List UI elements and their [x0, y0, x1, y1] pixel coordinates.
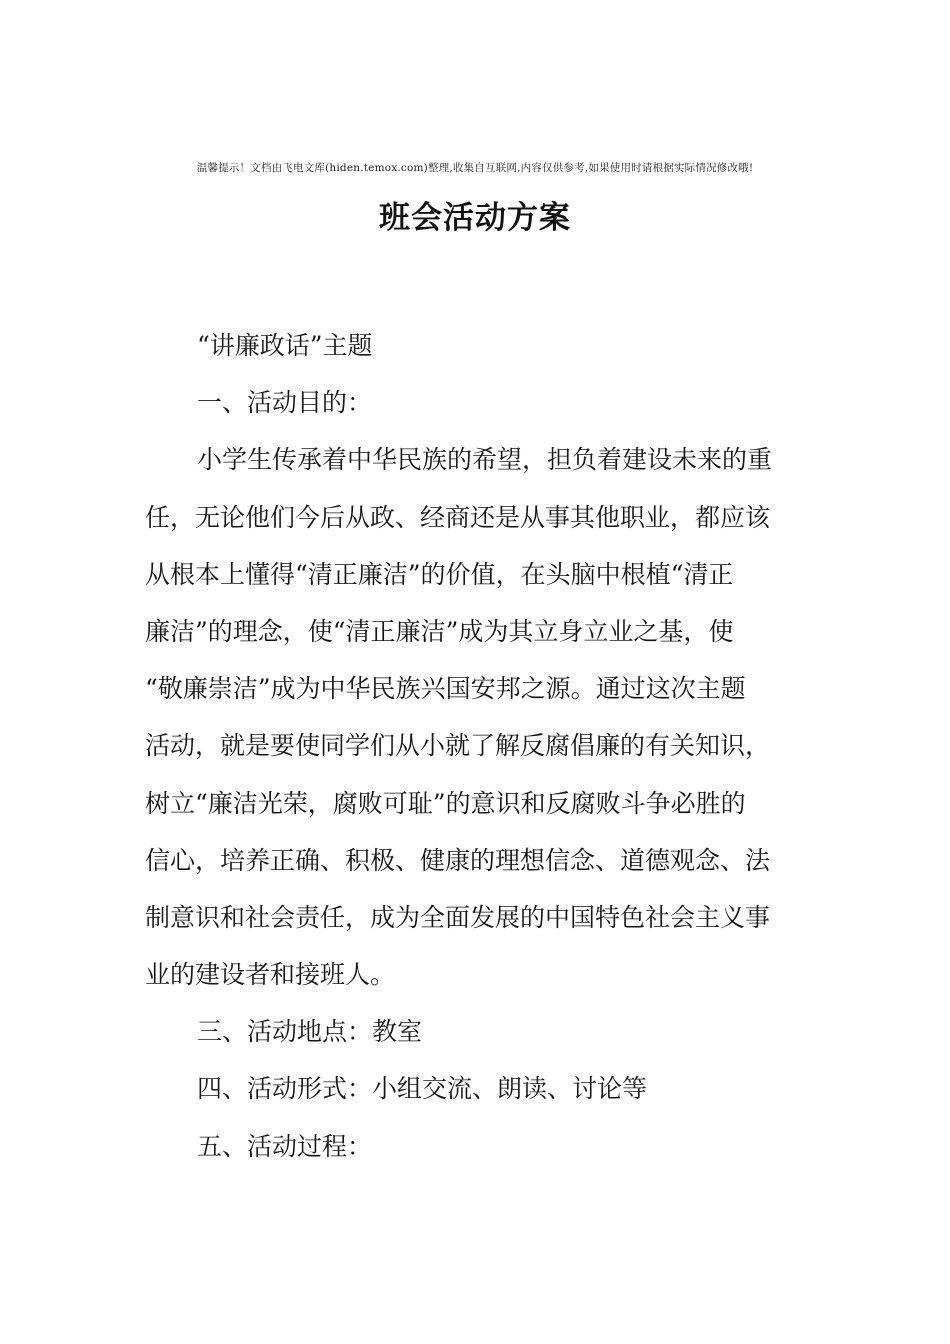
document-title: 班会活动方案	[379, 200, 571, 236]
paragraph-line: 从根本上懂得“清正廉洁”的价值，在头脑中根植“清正	[145, 559, 734, 589]
paragraph-line: 制意识和社会责任，成为全面发展的中国特色社会主义事	[145, 902, 771, 932]
paragraph-line: 任，无论他们今后从政、经商还是从事其他职业，都应该	[145, 502, 771, 532]
paragraph-line: “敬廉崇洁”成为中华民族兴国安邦之源。通过这次主题	[145, 674, 746, 704]
paragraph-line: 小学生传承着中华民族的希望，担负着建设未来的重	[197, 445, 773, 475]
section-format: 四、活动形式：小组交流、朗读、讨论等	[197, 1074, 648, 1104]
theme-line: “讲廉政话”主题	[197, 331, 373, 360]
section-heading-purpose: 一、活动目的：	[197, 388, 373, 418]
paragraph-line: 廉洁”的理念，使“清正廉洁”成为其立身立业之基，使	[145, 616, 734, 646]
section-location: 三、活动地点：教室	[197, 1017, 423, 1047]
paragraph-line: 信心，培养正确、积极、健康的理想信念、道德观念、法	[145, 845, 771, 875]
download-notice: 温馨提示！文档由飞电文库(hiden.temox.com)整理,收集自互联网,内容仅供参考,如果使用时请根据实际情况修改哦!	[196, 162, 754, 174]
paragraph-line: 活动，就是要使同学们从小就了解反腐倡廉的有关知识，	[145, 731, 771, 761]
paragraph-line: 树立“廉洁光荣，腐败可耻”的意识和反腐败斗争必胜的	[145, 788, 746, 818]
section-process: 五、活动过程：	[197, 1131, 373, 1161]
paragraph-line: 业的建设者和接班人。	[145, 960, 396, 990]
document-body	[145, 317, 807, 1175]
